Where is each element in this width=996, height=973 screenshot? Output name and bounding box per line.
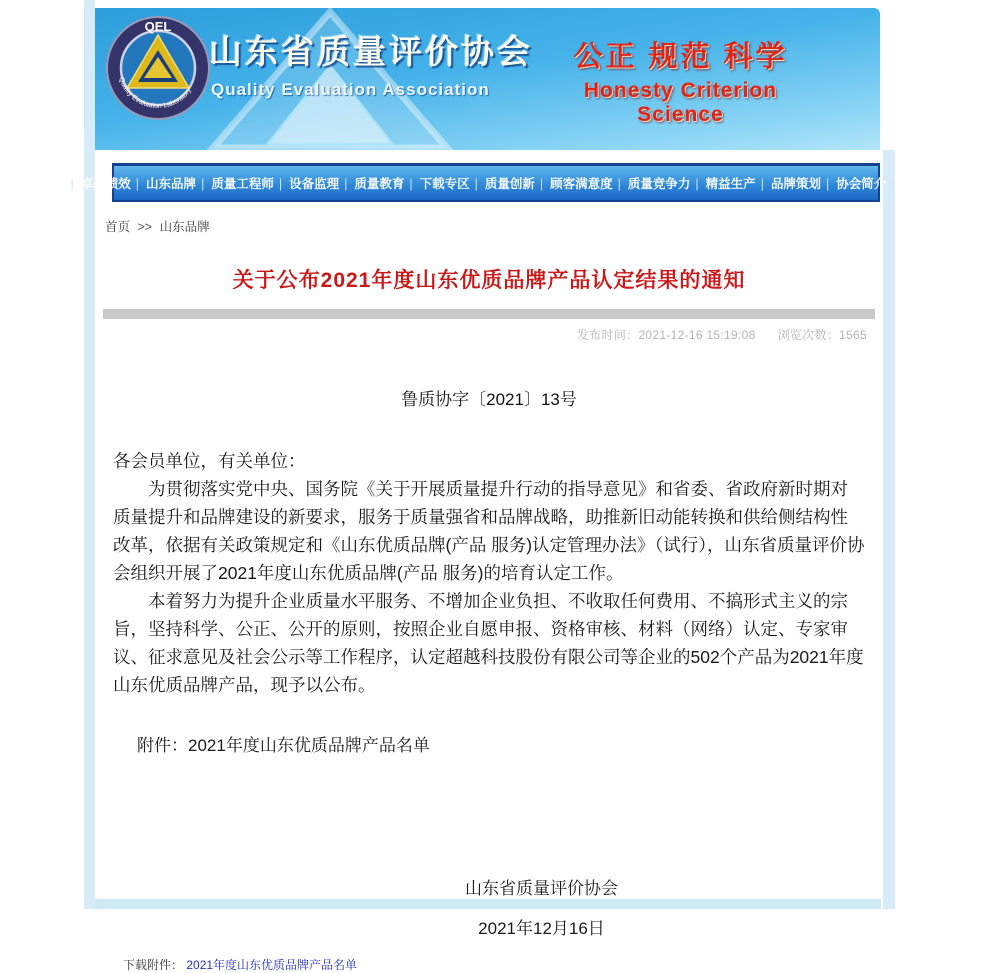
article-meta bbox=[95, 326, 883, 343]
breadcrumb-current[interactable]: 山东品牌 bbox=[159, 220, 210, 234]
nav-item-brand-planning[interactable]: 品牌策划 | bbox=[770, 174, 835, 192]
download-attachment-link[interactable]: 2021年度山东优质品牌产品名单 bbox=[186, 958, 358, 972]
nav-item-quality-education[interactable]: 质量教育 | bbox=[353, 174, 418, 192]
signature-date: 2021年12月16日 bbox=[478, 919, 605, 938]
qel-logo[interactable] bbox=[105, 15, 211, 121]
publish-time-value: 2021-12-16 15:19:08 bbox=[638, 328, 756, 342]
breadcrumb-home[interactable]: 首页 bbox=[105, 220, 131, 234]
slogan-block bbox=[553, 34, 808, 127]
download-attachment-line bbox=[95, 956, 883, 973]
nav-item-lean-production[interactable]: 精益生产 | bbox=[705, 174, 770, 192]
article-body bbox=[95, 447, 883, 699]
breadcrumb bbox=[105, 217, 883, 235]
download-label: 下载附件： bbox=[123, 958, 184, 972]
nav-item-contact-us[interactable]: 联系我们 bbox=[901, 177, 952, 191]
salutation: 各会员单位，有关单位： bbox=[113, 451, 306, 471]
logo-qel-text: QEL bbox=[144, 19, 172, 34]
nav-item-quality-innovation[interactable]: 质量创新 | bbox=[484, 174, 549, 192]
nav-item-customer-satisfaction[interactable]: 顾客满意度 | bbox=[549, 174, 627, 192]
right-border-strip bbox=[883, 150, 895, 909]
nav-item-excellence[interactable]: 卓越绩效 | bbox=[80, 174, 145, 192]
bottom-border-strip bbox=[95, 899, 881, 909]
org-name-cn: 山东省质量评价协会 bbox=[209, 33, 533, 70]
document-number: 鲁质协字〔2021〕13号 bbox=[401, 390, 577, 409]
nav-item-home[interactable]: 首页 | bbox=[40, 174, 80, 192]
slogan-cn: 公正 规范 科学 bbox=[573, 41, 788, 73]
nav-item-quality-engineer[interactable]: 质量工程师 | bbox=[210, 174, 288, 192]
attachment-line: 附件：2021年度山东优质品牌产品名单 bbox=[137, 736, 430, 755]
main-nav bbox=[40, 163, 952, 202]
nav-item-equipment-supervision[interactable]: 设备监理 | bbox=[288, 174, 353, 192]
page-container bbox=[40, 0, 952, 972]
logo-ring-text: Quality Evaluation Laboratory bbox=[117, 76, 194, 111]
publish-time-label: 发布时间： bbox=[576, 328, 639, 342]
org-name-block bbox=[209, 26, 533, 100]
signature-org: 山东省质量评价协会 bbox=[465, 879, 618, 898]
slogan-en: Honesty Criterion Science bbox=[583, 79, 778, 126]
org-name-en: Quality Evaluation Association bbox=[211, 80, 490, 99]
nav-item-shandong-brand[interactable]: 山东品牌 | bbox=[145, 174, 210, 192]
paragraph-2: 本着努力为提升企业质量水平服务、不增加企业负担、不收取任何费用、不搞形式主义的宗旨，坚持科学、公正、公开的原则，按照企业自愿申报、资格审核、材料（网络）认定、专家审议、征求意见及社会公示等工作程序，认定超越科技股份有限公司等企业的502个产品为2021年度山东优质品牌产品，现予以公布。 bbox=[113, 591, 864, 695]
header-banner bbox=[95, 8, 880, 150]
article-title: 关于公布2021年度山东优质品牌产品认定结果的通知 bbox=[232, 269, 746, 292]
left-border-strip bbox=[84, 0, 95, 909]
views-count: 1565 bbox=[839, 328, 867, 342]
breadcrumb-separator: >> bbox=[137, 220, 153, 234]
title-divider bbox=[103, 309, 875, 319]
nav-item-association-intro[interactable]: 协会简介 | bbox=[835, 174, 900, 192]
paragraph-1: 为贯彻落实党中央、国务院《关于开展质量提升行动的指导意见》和省委、省政府新时期对质量提升和品牌建设的新要求，服务于质量强省和品牌战略，助推新旧动能转换和供给侧结构性改革，依据有关政策规定和《山东优质品牌(产品 服务)认定管理办法》（试行），山东省质量评价协会组织开展了2021年度山东优质品牌(产品 服务)的培育认定工作。 bbox=[113, 479, 865, 583]
nav-item-download-zone[interactable]: 下载专区 | bbox=[419, 174, 484, 192]
views-label: 浏览次数： bbox=[777, 328, 840, 342]
nav-item-quality-competitiveness[interactable]: 质量竞争力 | bbox=[627, 174, 705, 192]
